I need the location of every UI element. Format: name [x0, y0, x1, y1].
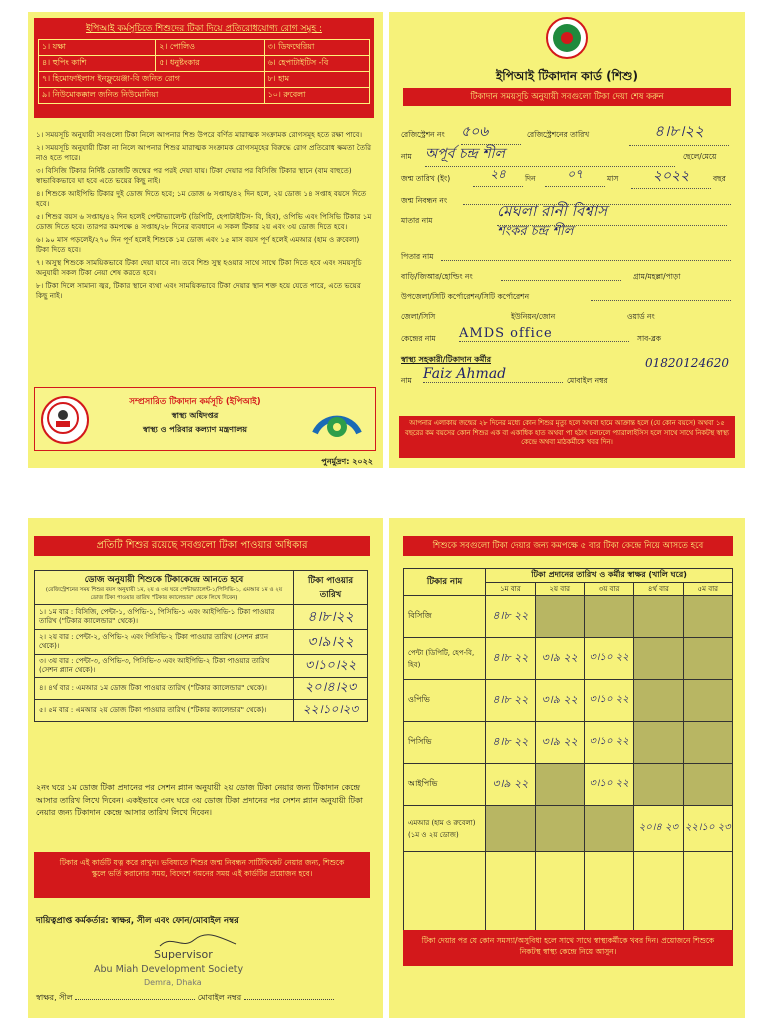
registration-form: [401, 120, 733, 390]
col-dates-head: টিকা প্রদানের তারিখ ও কর্মীর স্বাক্ষর (খালি ঘরে): [486, 569, 733, 583]
union-label: ইউনিয়ন/জোন: [511, 312, 556, 321]
col-vaccine-head: টিকার নাম: [404, 569, 486, 596]
dose-cell-shaded: [634, 596, 683, 638]
dob-day: ২৪: [473, 166, 523, 187]
disease-box-title: ইপিআই কর্মসূচিতে শিশুদের টিকা দিয়ে প্রতিরোধযোগ্য রোগ সমূহ :: [85, 24, 323, 34]
dose-cell-shaded: [683, 722, 732, 764]
vaccine-name: এমআর (হাম ও রুবেলা) (১ম ও ২য় ডোজ): [404, 806, 486, 852]
rule-item: ২। সময়সূচি অনুযায়ী টিকা না নিলে আপনার শিশুর মারাত্মক সংক্রামক রোগসমূহের বিরুদ্ধে রোগ প্রতিরোধ ক্ষমতা তৈরি নাও হতে পারে।: [36, 142, 372, 162]
upazila-line: [591, 300, 731, 301]
ministry-box: [34, 387, 376, 451]
epi-logo: [41, 396, 89, 444]
after-vaccine-note: টিকা দেয়ার পর যে কোন সমস্যা/অসুবিধা হলে সাথে সাথে স্বাস্থ্যকর্মীকে খবর দিন। প্রয়োজনে শিশুকে নিকটস্থ স্বাস্থ্য কেন্দ্রে নিয়ে আসুন।: [403, 930, 733, 966]
dose-table-head: ডোজ অনুযায়ী শিশুকে টিকাকেন্দ্রে আনতে হবে: [84, 575, 244, 585]
dose-row-date: ৩।১০।২২: [294, 655, 368, 678]
dose-cell-shaded: [535, 764, 584, 806]
gender-label: ছেলে/মেয়ে: [683, 152, 717, 161]
dob-year: ২০২২: [631, 164, 711, 189]
ministry-line-3: স্বাস্থ্য ও পরিবার কল্যাণ মন্ত্রণালয়: [143, 425, 247, 434]
mother-name-extra: শংকর চন্দ্র শীল: [497, 224, 574, 239]
dose-cell-empty: [535, 852, 584, 932]
dose-cell-shaded: [634, 638, 683, 680]
worker-name-value: Faiz Ahmad: [423, 366, 563, 383]
dose-row-text: ২। ২য় বার : পেন্টা-২, ওপিভি-২ এবং পিসিভি-২ টিকা পাওয়ার তারিখ (সেশন প্ল্যান থেকে)।: [35, 630, 294, 655]
vaccine-name: বিসিজি: [404, 596, 486, 638]
dose-row-text: ৪। ৪র্থ বার : এমআর ১ম ডোজ টিকা পাওয়ার তারিখ ("টিকার ক্যালেন্ডার" থেকে)।: [35, 678, 294, 700]
dose-row-text: ১। ১ম বার : বিসিজি, পেন্টা-১, ওপিভি-১, পিসিভি-১ এবং আইপিভি-১ টিকা পাওয়ার তারিখ ("টিকার ক্যালেন্ডার" থেকে)।: [35, 605, 294, 630]
child-name-label: নাম: [401, 152, 412, 161]
reg-date-label: রেজিস্ট্রেশনের তারিখ: [527, 130, 590, 139]
visit-head: ১ম বার: [486, 583, 535, 596]
dose-cell: ৩।১০ ২২: [584, 764, 633, 806]
dose-cell-shaded: [683, 638, 732, 680]
dose-row-date: ২২।১০।২৩: [294, 700, 368, 722]
stamp-line-1: Supervisor: [154, 948, 213, 961]
rule-item: ৩। বিসিজি টিকার নির্দিষ্ট ডোজটি জন্মের পর পরই দেয়া যায়। টিকা দেয়ার পর বিসিজি টিকার স্থানে (বাম বাহুতে) স্বাভাবিকভাবে ঘা হবে এতে ভয়ের কিছু নাই।: [36, 165, 352, 185]
dob-month: ০৭: [545, 166, 605, 187]
date-instructions: ২নং ঘরে ১ম ডোজ টিকা প্রদানের পর সেশন প্ল্যান অনুযায়ী ২য় ডোজ টিকা নেয়ার জন্য টিকাদান কেন্দ্রে আসার তারিখ লিখে দিবেন। একইভাবে ৩নং ঘরে ৩য় ডোজ টিকা প্রদানের পর সেশন প্ল্যান অনুযায়ী টিকা নেয়ার জন্য টিকাদান কেন্দ্রে আসার তারিখ লিখে দিবেন।: [36, 783, 363, 817]
card-inner-left-top: [28, 12, 383, 468]
rule-item: ৮। টিকা দিলে সামান্য জ্বর, টিকার স্থানে ব্যথা এবং সাময়িকভাবে টিকা দেয়ার স্থান শক্ত হয়ে যেতে পারে, এতে ভয়ের কিছু নাই।: [36, 280, 361, 300]
dose-cell: ৩।৯ ২২: [535, 638, 584, 680]
center-label: কেন্দ্রের নাম: [401, 334, 436, 343]
rule-item: ৭। অসুস্থ শিশুকে সাময়িকভাবে টিকা দেয়া যাবে না। তবে শিশু সুস্থ হওয়ার সাথে সাথে টিকা দিতে হবে এবং সময়সূচি অনুযায়ী সকল টিকা নেয়া শেষ করতে হবে।: [36, 257, 362, 277]
dose-cell: ২২।১০ ২৩: [683, 806, 732, 852]
mobile-value: 01820124620: [645, 356, 729, 370]
sign-label: স্বাক্ষর, সীল: [36, 993, 73, 1002]
worker-name-label: নাম: [401, 376, 412, 385]
dose-cell: ৩।১০ ২২: [584, 722, 633, 764]
visit-head: ৪র্থ বার: [634, 583, 683, 596]
mobile-dots: [244, 999, 334, 1000]
reg-no-label: রেজিস্ট্রেশন নং: [401, 130, 445, 139]
dose-cell: ৩।১০ ২২: [584, 638, 633, 680]
reg-no-value: ৫০৬: [461, 120, 521, 145]
dose-cell: ৪।৮ ২২: [486, 722, 535, 764]
dose-cell: ৪।৮ ২২: [486, 638, 535, 680]
dose-cell: ৩।১০ ২২: [584, 680, 633, 722]
mobile-label: মোবাইল নম্বর: [567, 376, 608, 385]
card-keep-note: টিকার এই কার্ডটি যত্ন করে রাখুন। ভবিষ্যতে শিশুর জন্ম নিবন্ধন সার্টিফিকেট নেয়ার জন্য, শিশুকে স্কুলে ভর্তি করানোর সময়, বিদেশে গমনের সময় এই কার্ডটির প্রয়োজন হবে।: [34, 852, 370, 898]
sign-dots: [75, 999, 195, 1000]
rule-item: ৫। শিশুর বয়স ৬ সপ্তাহ/৪২ দিন হলেই পেন্টাভ্যালেন্ট (ডিপিটি, হেপাটাইটিস- বি, হিব), ওপিভি এবং পিসিভি টিকার ১ম ডোজ দিতে হবে। তারপর কমপক্ষে ৪ সপ্তাহ/২৮ দিনের ব্যবধানে এ সকল টিকার ২য় এবং ৩য় ডোজ দিতে হবে।: [36, 211, 372, 231]
center-value: AMDS office: [459, 326, 629, 342]
dose-cell: ৩।৯ ২২: [535, 722, 584, 764]
bd-govt-seal: [545, 16, 589, 60]
mother-name-label: মাতার নাম: [401, 216, 433, 225]
signature-footer: [36, 992, 370, 1005]
rule-item: ১। সময়সূচি অনুযায়ী সবগুলো টিকা নিলে আপনার শিশু উপরে বর্ণিত মারাত্মক সংক্রামক রোগসমূহ হতে রক্ষা পাবে।: [36, 130, 363, 139]
dose-cell-shaded: [535, 596, 584, 638]
dose-cell: ৩।৯ ২২: [535, 680, 584, 722]
card-cover-front: [389, 12, 745, 468]
dob-month-label: মাস: [607, 174, 619, 183]
dose-cell-shaded: [584, 596, 633, 638]
dose-cell-empty: [634, 852, 683, 932]
ministry-line-2: স্বাস্থ্য অধিদপ্তর: [171, 411, 219, 420]
father-name-label: পিতার নাম: [401, 252, 434, 261]
visit-head: ২য় বার: [535, 583, 584, 596]
rule-item: ৬। ৯০ মাস পড়লেই/২৭০ দিন পূর্ণ হলেই শিশুকে ১ম ডোজ এবং ১৫ মাস বয়স পূর্ণ হলেই এমআর (হাম ও রুবেলা) টিকা দিতে হবে।: [36, 234, 360, 254]
father-name-line: [441, 260, 731, 261]
dose-schedule-table: [34, 570, 368, 722]
disease-cell: ৪। হুপিং কাশি: [39, 56, 156, 72]
vaccine-name: পিসিভি: [404, 722, 486, 764]
disease-cell: ৯। নিউমোকক্কাল জনিত নিউমোনিয়া: [39, 88, 265, 104]
card-subtitle-banner: টিকাদান সময়সূচি অনুযায়ী সবগুলো টিকা দেয়া শেষ করুন: [403, 88, 731, 106]
disease-cell: ৩। ডিফথেরিয়া: [264, 40, 369, 56]
rights-banner: প্রতিটি শিশুর রয়েছে সবগুলো টিকা পাওয়ার অধিকার: [34, 536, 370, 556]
disease-cell: ৮। হাম: [264, 72, 369, 88]
dose-head-cell: [35, 571, 294, 605]
dose-cell-shaded: [486, 806, 535, 852]
dose-cell: ২০।৪ ২৩: [634, 806, 683, 852]
visit-head: ৫ম বার: [683, 583, 732, 596]
vaccine-name: পেন্টা (ডিপিটি, হেপ-বি, হিব): [404, 638, 486, 680]
disease-cell: ৬। হেপাটাইটিস -বি: [264, 56, 369, 72]
reg-date-value: ৪।৮।২২: [629, 120, 729, 146]
house-label: বাড়ি/জিআর/হোল্ডিং নং: [401, 272, 473, 281]
dose-cell-shaded: [634, 764, 683, 806]
dose-cell: ৩।৯ ২২: [486, 764, 535, 806]
dose-cell-empty: [486, 852, 535, 932]
mother-name-value: মেঘলা রানী বিশ্বাস: [497, 200, 727, 226]
vaccine-name-empty: [404, 852, 486, 932]
dose-cell-shaded: [683, 764, 732, 806]
rules-list: [36, 130, 374, 304]
dose-cell-shaded: [683, 596, 732, 638]
disease-grid: [38, 39, 370, 104]
dose-cell-shaded: [683, 680, 732, 722]
disease-box: [34, 18, 374, 118]
stamp-line-3: Demra, Dhaka: [144, 978, 202, 987]
dose-row-date: ৪।৮।২২: [294, 605, 368, 630]
rule-item: ৪। শিশুকে আইপিভি টিকার দুই ডোজ দিতে হবে; ১ম ডোজ ৬ সপ্তাহ/৪২ দিন হলে, ২য় ডোজ ১৪ সপ্তাহ বয়সে দিতে হবে।: [36, 188, 367, 208]
date-col-head: টিকা পাওয়ার তারিখ: [294, 571, 368, 605]
dose-cell-shaded: [634, 680, 683, 722]
child-name-value: অপূর্ব চন্দ্র শীল: [425, 142, 675, 167]
stamp-line-2: Abu Miah Development Society: [94, 964, 244, 975]
dose-cell: ৪।৮ ২২: [486, 680, 535, 722]
disease-cell: ২। পোলিও: [156, 40, 264, 56]
vaccine-name: আইপিভি: [404, 764, 486, 806]
dose-row-date: ৩।৯।২২: [294, 630, 368, 655]
disease-cell: ১। যক্ষা: [39, 40, 156, 56]
vaccine-name: ওপিভি: [404, 680, 486, 722]
card-title: ইপিআই টিকাদান কার্ড (শিশু): [496, 69, 638, 83]
disease-cell: ৫। ধনুষ্টংকার: [156, 56, 264, 72]
ward-label: ওয়ার্ড নং: [627, 312, 655, 321]
upazila-label: উপজেলা/সিটি কর্পোরেশন/সিটি কর্পোরেশন: [401, 292, 530, 301]
visits-banner: শিশুকে সবগুলো টিকা দেয়ার জন্য কমপক্ষে ৫ বার টিকা কেন্দ্রে নিয়ে আসতে হবে: [403, 536, 733, 556]
dob-label: জন্ম তারিখ (ইং): [401, 174, 451, 183]
officer-line: দায়িত্বপ্রাপ্ত কর্মকর্তার: স্বাক্ষর, সীল এবং ফোন/মোবাইল নম্বর: [36, 916, 239, 926]
dose-row-text: ৫। ৫ম বার : এমআর ২য় ডোজ টিকা পাওয়ার তারিখ ("টিকার ক্যালেন্ডার" থেকে)।: [35, 700, 294, 722]
district-label: জেলা/সিসি: [401, 312, 436, 321]
dose-cell-empty: [584, 852, 633, 932]
birth-reg-label: জন্ম নিবন্ধন নং: [401, 196, 448, 205]
house-line: [501, 280, 621, 281]
village-label: গ্রাম/মহল্লা/পাড়া: [633, 272, 681, 281]
dose-cell-empty: [683, 852, 732, 932]
subblock-label: সাব-ব্লক: [637, 334, 662, 343]
disease-cell: ৭। হিমোফাইলাস ইনফ্লুয়েঞ্জা-বি জনিত রোগ: [39, 72, 265, 88]
warning-box: আপনার এলাকায় জন্মের ২৮ দিনের মধ্যে কোন শিশুর মৃত্যু হলে অথবা হামে আক্রান্ত হলে (যে কোন বয়সে) অথবা ১৫ বছরের কম বয়সের কোন শিশুর এক বা একাধিক হাত অথবা পা হঠাৎ ঢলঢলে প্যারালাইসিস হলে সাথে সাথে নিকটস্থ স্বাস্থ্য কেন্দ্রে অথবা মাঠকর্মীকে খবর দিন।: [399, 416, 735, 458]
dose-row-text: ৩। ৩য় বার : পেন্টা-৩, ওপিভি-৩, পিসিভি-৩ এবং আইপিভি-২ টিকা পাওয়ার তারিখ (সেশন প্ল্যান থেকে)।: [35, 655, 294, 678]
reprint-note: পুনর্মুদ্রণ: ২০২২: [321, 457, 373, 466]
mobile-footer-label: মোবাইল নম্বর: [197, 993, 242, 1002]
disease-cell: ১০। রুবেলা: [264, 88, 369, 104]
dose-cell: ৪।৮ ২২: [486, 596, 535, 638]
dose-cell-shaded: [584, 806, 633, 852]
card-inner-left-bottom: [28, 518, 383, 1018]
visit-head: ৩য় বার: [584, 583, 633, 596]
signature-scribble: [158, 932, 238, 952]
worker-heading: স্বাস্থ্য সহকারী/টিকাদান কর্মীর: [401, 355, 491, 364]
dose-cell-shaded: [634, 722, 683, 764]
dose-row-date: ২০।৪।২৩: [294, 678, 368, 700]
secondary-logo: [307, 393, 367, 445]
card-vaccine-record: [389, 518, 745, 1018]
ministry-line-1: সম্প্রসারিত টিকাদান কর্মসূচি (ইপিআই): [129, 397, 261, 407]
dose-cell-shaded: [535, 806, 584, 852]
dob-year-label: বছর: [713, 174, 726, 183]
dob-day-label: দিন: [525, 174, 536, 183]
vaccine-record-table: [403, 568, 733, 932]
dose-table-subhead: (রেজিস্ট্রেশনের সময় শিশুর বয়স অনুযায়ী ১ম, ২য় ও ৩য় ঘরে পেন্টাভ্যালেন্ট-১/পিসিভি-১, এমআর ১ম ও ২য় ডোজ টিকা পাওয়ার তারিখ "টিকার ক্যালেন্ডার" থেকে লিখে দিবেন): [45, 587, 283, 601]
